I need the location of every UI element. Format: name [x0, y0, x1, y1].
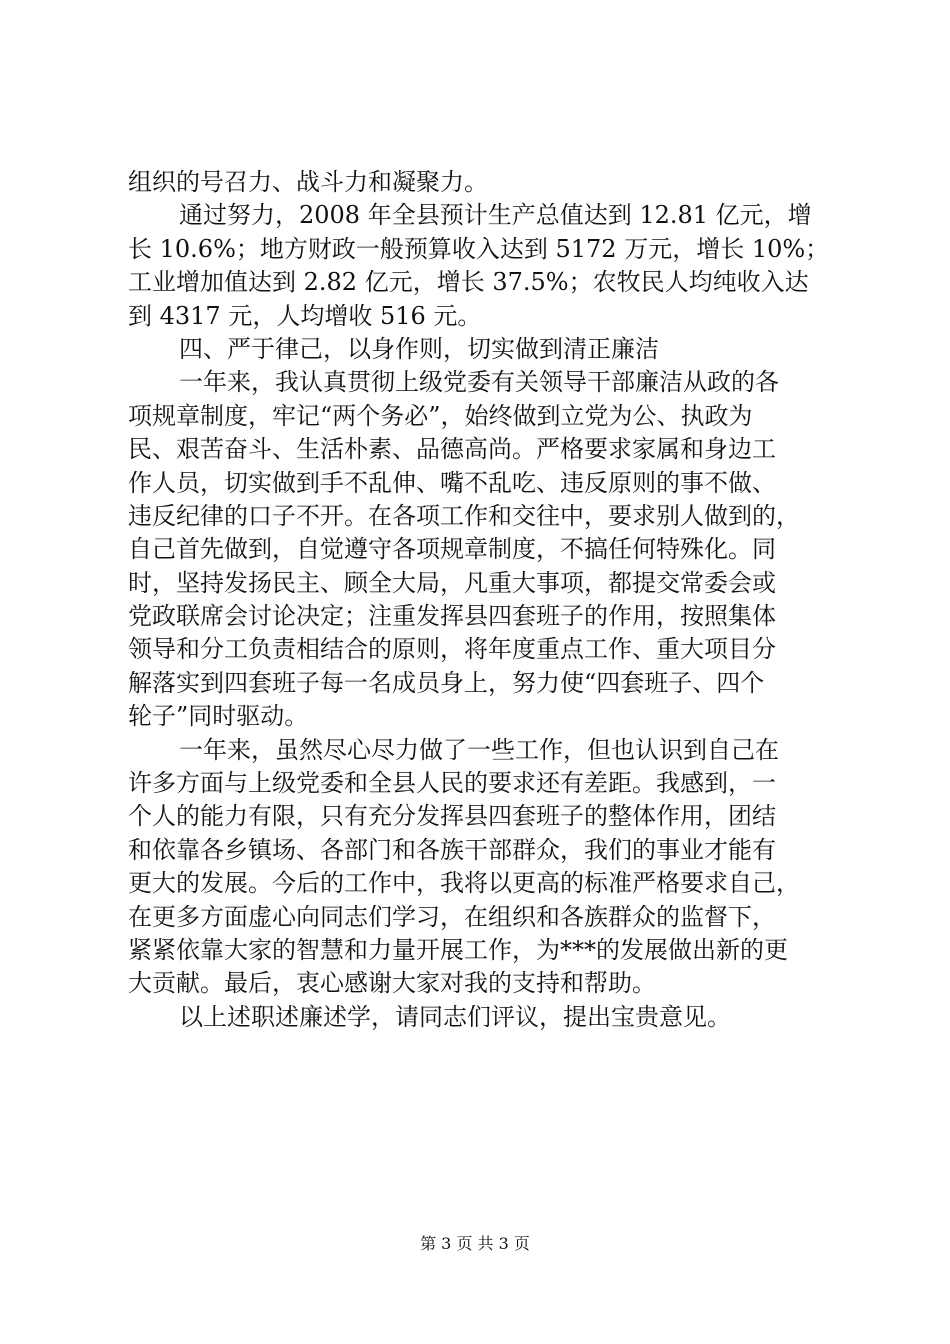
text-line: 个人的能力有限，只有充分发挥县四套班子的整体作用，团结 — [128, 802, 776, 831]
text-line: 长 10.6%；地方财政一般预算收入达到 5172 万元，增长 10%； — [128, 234, 830, 263]
text-line: 违反纪律的口子不开。在各项工作和交往中，要求别人做到的， — [128, 501, 800, 530]
text-line: 四、严于律己，以身作则，切实做到清正廉洁 — [179, 334, 659, 363]
text-line: 以上述职述廉述学，请同志们评议，提出宝贵意见。 — [179, 1002, 731, 1031]
text-line: 项规章制度，牢记“两个务必”，始终做到立党为公、执政为 — [128, 401, 753, 430]
text-line: 到 4317 元，人均增收 516 元。 — [128, 301, 482, 330]
text-line: 民、艰苦奋斗、生活朴素、品德高尚。严格要求家属和身边工 — [128, 435, 776, 464]
text-line: 和依靠各乡镇场、各部门和各族干部群众，我们的事业才能有 — [128, 835, 776, 864]
text-line: 在更多方面虚心向同志们学习，在组织和各族群众的监督下， — [128, 902, 776, 931]
page-footer — [0, 1232, 950, 1256]
text-line: 解落实到四套班子每一名成员身上，努力使“四套班子、四个 — [128, 668, 765, 697]
text-line: 作人员，切实做到手不乱伸、嘴不乱吃、违反原则的事不做、 — [128, 468, 776, 497]
text-line: 大贡献。最后，衷心感谢大家对我的支持和帮助。 — [128, 969, 656, 998]
text-line: 时，坚持发扬民主、顾全大局，凡重大事项，都提交常委会或 — [128, 568, 776, 597]
text-line: 紧紧依靠大家的智慧和力量开展工作，为***的发展做出新的更 — [128, 935, 788, 964]
text-line: 许多方面与上级党委和全县人民的要求还有差距。我感到，一 — [128, 769, 776, 798]
text-line: 更大的发展。今后的工作中，我将以更高的标准严格要求自己， — [128, 869, 800, 898]
page-number: 第 3 页 共 3 页 — [420, 1234, 530, 1253]
text-line: 轮子”同时驱动。 — [128, 702, 309, 731]
text-line: 一年来，我认真贯彻上级党委有关领导干部廉洁从政的各 — [179, 368, 779, 397]
text-line: 领导和分工负责相结合的原则，将年度重点工作、重大项目分 — [128, 635, 776, 664]
document-body — [128, 166, 833, 1034]
text-line: 自己首先做到，自觉遵守各项规章制度，不搞任何特殊化。同 — [128, 535, 776, 564]
text-line: 党政联席会讨论决定；注重发挥县四套班子的作用，按照集体 — [128, 602, 776, 631]
text-line: 工业增加值达到 2.82 亿元，增长 37.5%；农牧民人均纯收入达 — [128, 268, 809, 297]
text-line: 组织的号召力、战斗力和凝聚力。 — [128, 168, 488, 196]
text-line: 通过努力，2008 年全县预计生产总值达到 12.81 亿元，增 — [179, 201, 812, 230]
text-line: 一年来，虽然尽心尽力做了一些工作，但也认识到自己在 — [179, 735, 779, 764]
